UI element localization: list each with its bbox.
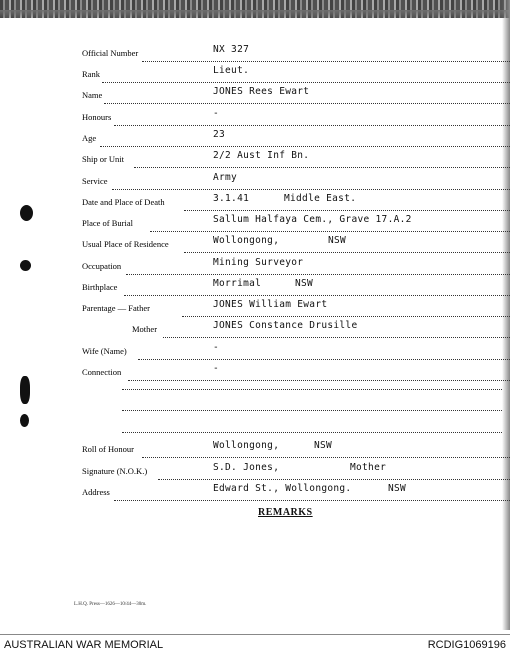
- dotted-line: [114, 500, 510, 501]
- row-signature-nok: [0, 464, 510, 480]
- connection-label: Connection: [82, 367, 122, 377]
- mother-label: Mother: [132, 324, 158, 334]
- row-occupation: [0, 259, 510, 275]
- row-name: [0, 88, 510, 104]
- name-label: Name: [82, 90, 103, 100]
- date-place-death-label: Date and Place of Death: [82, 197, 165, 207]
- row-connection: [0, 365, 510, 381]
- punch-hole-4: [20, 414, 29, 427]
- row-age: [0, 131, 510, 147]
- dotted-line: [182, 316, 510, 317]
- dotted-line: [102, 82, 510, 83]
- place-of-burial-label: Place of Burial: [82, 218, 133, 228]
- wife-value: -: [213, 342, 220, 353]
- usual-residence-town-value: Wollongong,: [213, 235, 280, 246]
- address-state-value: NSW: [388, 483, 407, 494]
- father-value: JONES William Ewart: [213, 299, 328, 310]
- wife-label: Wife (Name): [82, 346, 127, 356]
- dotted-line: [184, 252, 510, 253]
- rank-label: Rank: [82, 69, 100, 79]
- archive-footer: [0, 634, 510, 655]
- remarks-heading: REMARKS: [258, 507, 313, 518]
- ship-or-unit-value: 2/2 Aust Inf Bn.: [213, 150, 310, 161]
- official-number-label: Official Number: [82, 48, 139, 58]
- dotted-line: [142, 457, 510, 458]
- dotted-line: [124, 295, 510, 296]
- place-of-burial-value: Sallum Halfaya Cem., Grave 17.A.2: [213, 214, 412, 225]
- roll-of-honour-town-value: Wollongong,: [213, 440, 280, 451]
- birthplace-town-value: Morrimal: [213, 278, 262, 289]
- name-value: JONES Rees Ewart: [213, 86, 310, 97]
- dotted-line: [184, 210, 510, 211]
- signature-nok-relation-value: Mother: [350, 462, 387, 473]
- connection-continuation-line: [122, 410, 502, 411]
- dotted-line: [128, 380, 510, 381]
- place-of-death-value: Middle East.: [284, 193, 357, 204]
- dotted-line: [138, 359, 510, 360]
- honours-label: Honours: [82, 112, 112, 122]
- dotted-line: [158, 479, 510, 480]
- connection-value: -: [213, 363, 220, 374]
- birthplace-label: Birthplace: [82, 282, 118, 292]
- address-label: Address: [82, 487, 110, 497]
- ship-or-unit-label: Ship or Unit: [82, 154, 125, 164]
- address-street-value: Edward St., Wollongong.: [213, 483, 352, 494]
- row-service: [0, 174, 510, 190]
- scan-top-edge: [0, 0, 510, 18]
- row-wife: [0, 344, 510, 360]
- dotted-line: [150, 231, 510, 232]
- dotted-line: [126, 274, 510, 275]
- age-label: Age: [82, 133, 97, 143]
- row-rank: [0, 67, 510, 83]
- service-label: Service: [82, 176, 108, 186]
- rank-value: Lieut.: [213, 65, 250, 76]
- row-place-of-burial: [0, 216, 510, 232]
- row-honours: [0, 110, 510, 126]
- row-date-place-death: [0, 195, 510, 211]
- age-value: 23: [213, 129, 226, 140]
- usual-residence-label: Usual Place of Residence: [82, 239, 169, 249]
- dotted-line: [142, 61, 510, 62]
- roll-of-honour-label: Roll of Honour: [82, 444, 134, 454]
- signature-nok-label: Signature (N.O.K.): [82, 466, 148, 476]
- dotted-line: [114, 125, 510, 126]
- row-address: [0, 485, 510, 501]
- dotted-line: [100, 146, 510, 147]
- archive-name: AUSTRALIAN WAR MEMORIAL: [4, 639, 164, 651]
- date-of-death-value: 3.1.41: [213, 193, 250, 204]
- occupation-label: Occupation: [82, 261, 122, 271]
- dotted-line: [163, 337, 510, 338]
- connection-continuation-line: [122, 389, 502, 390]
- dotted-line: [134, 167, 510, 168]
- row-ship-or-unit: [0, 152, 510, 168]
- row-birthplace: [0, 280, 510, 296]
- row-mother: [0, 322, 510, 338]
- birthplace-state-value: NSW: [295, 278, 314, 289]
- row-father: [0, 301, 510, 317]
- roll-of-honour-state-value: NSW: [314, 440, 333, 451]
- occupation-value: Mining Surveyor: [213, 257, 304, 268]
- row-usual-residence: [0, 237, 510, 253]
- usual-residence-state-value: NSW: [328, 235, 347, 246]
- honours-value: -: [213, 108, 220, 119]
- signature-nok-name-value: S.D. Jones,: [213, 462, 280, 473]
- connection-continuation-line: [122, 432, 502, 433]
- mother-value: JONES Constance Drusille: [213, 320, 358, 331]
- father-label: Parentage — Father: [82, 303, 150, 313]
- row-official-number: [0, 46, 510, 62]
- official-number-value: NX 327: [213, 44, 250, 55]
- record-id: RCDIG1069196: [427, 639, 506, 651]
- dotted-line: [112, 189, 510, 190]
- print-note: L.H.Q. Press—1626—10/44—30m.: [74, 602, 147, 607]
- dotted-line: [104, 103, 510, 104]
- service-value: Army: [213, 172, 238, 183]
- row-roll-of-honour: [0, 442, 510, 458]
